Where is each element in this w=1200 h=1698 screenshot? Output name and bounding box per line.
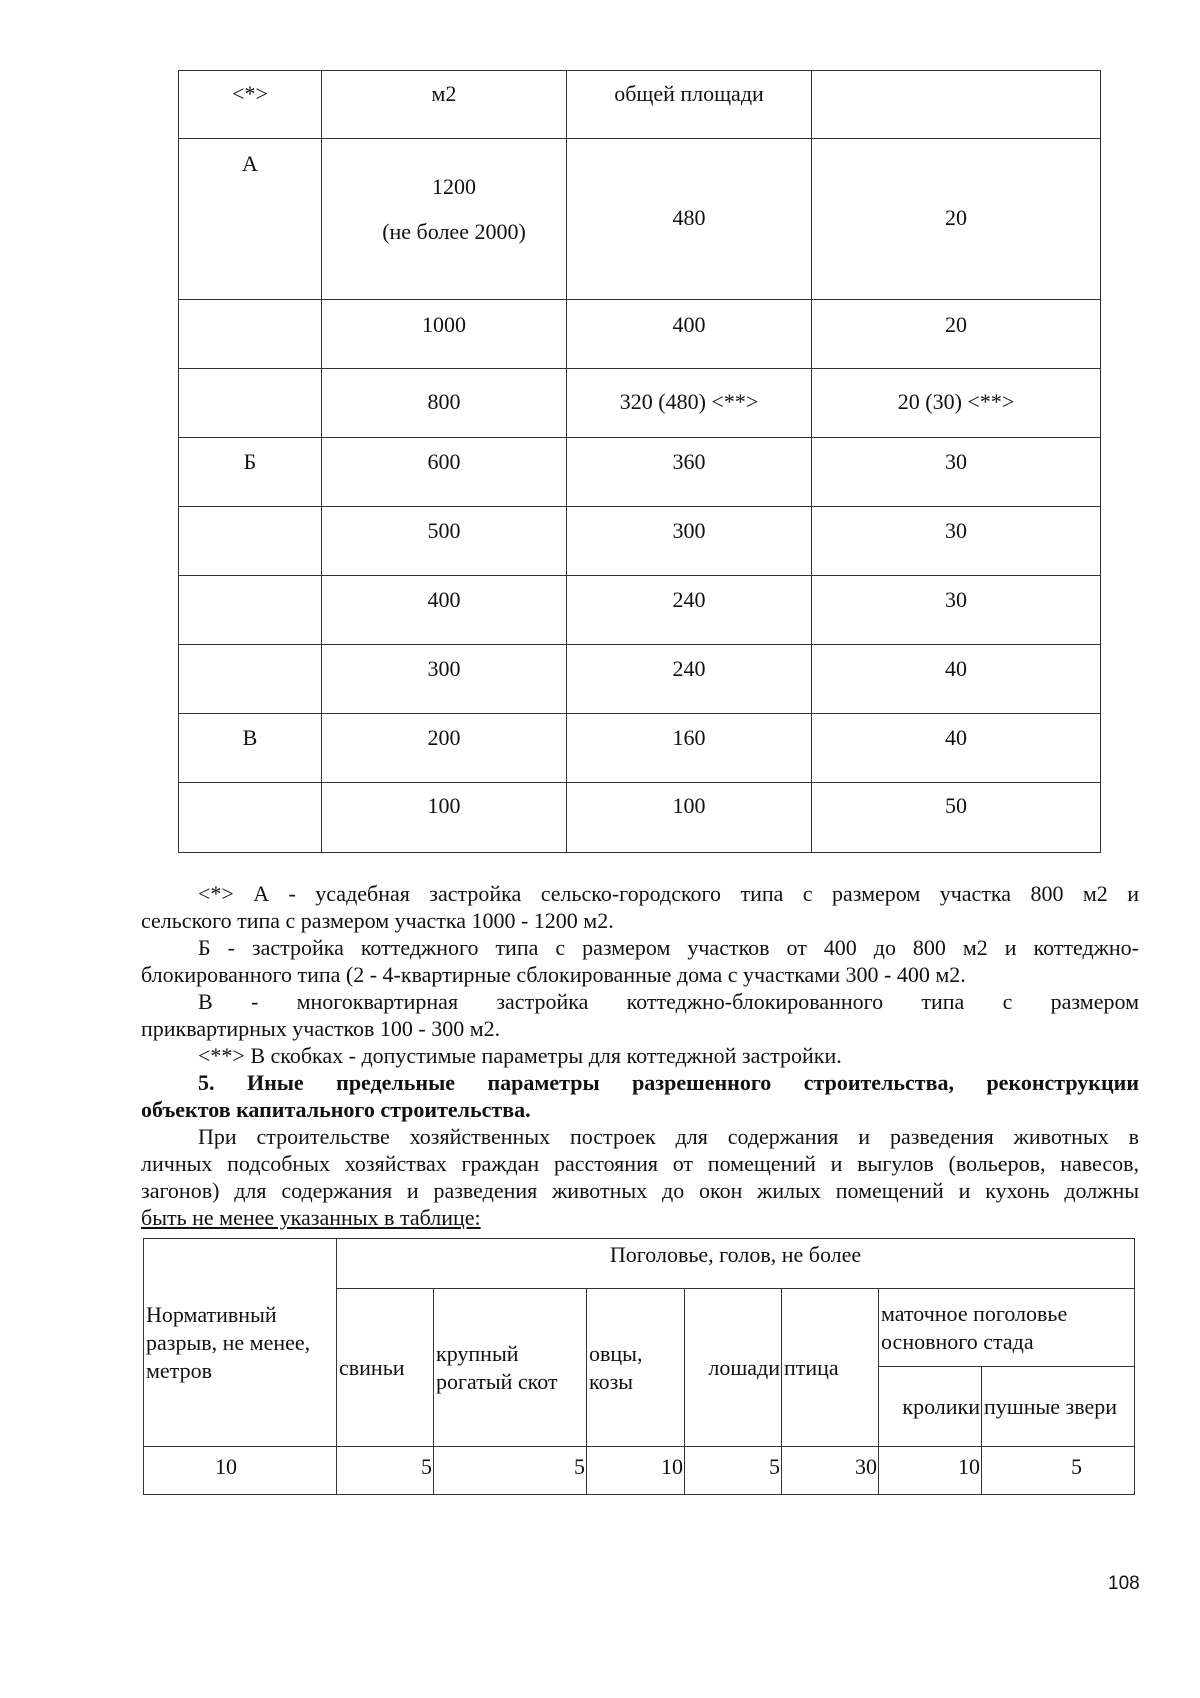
table-row: [179, 783, 1101, 853]
total-area-cell: 400: [672, 312, 706, 337]
note-b-line2: блокированного типа (2 - 4-квартирные сблокированные дома с участками 300 - 400 м2.: [141, 962, 966, 987]
table-row: [179, 369, 1101, 438]
lot-parameters-table: [178, 70, 1101, 853]
poultry-header: птица: [782, 1289, 879, 1447]
table-header-row: [144, 1239, 1135, 1289]
lot-area-cell: 100: [427, 793, 461, 818]
table-row: [144, 1447, 1135, 1495]
total-area-cell: 240: [672, 587, 706, 612]
table-row: [179, 507, 1101, 576]
fur-animals-header: пушные звери: [982, 1367, 1135, 1447]
lot-area-cell: 1000: [422, 312, 466, 337]
percent-cell: 50: [945, 793, 967, 818]
table-header-row: [179, 71, 1101, 139]
pigs-header: свиньи: [337, 1289, 434, 1447]
section-5-paragraph-line2: личных подсобных хозяйствах граждан расстояния от помещений и выгулов (вольеров, навесов,: [141, 1151, 1139, 1176]
distance-value: 10: [144, 1447, 337, 1495]
building-type-cell: В: [242, 725, 258, 750]
header-cell: м2: [431, 81, 457, 106]
livestock-group-header: Поголовье, голов, не более: [337, 1239, 1135, 1289]
total-area-cell: 360: [672, 449, 706, 474]
cattle-value: 5: [434, 1447, 587, 1495]
total-area-cell: 100: [672, 793, 706, 818]
lot-area-cell: 1200: [432, 174, 476, 199]
footnotes: [141, 880, 1139, 1231]
lot-area-limit: (не более 2000): [382, 219, 526, 244]
note-double-star: <**> В скобках - допустимые параметры для коттеджной застройки.: [198, 1043, 842, 1068]
lot-area-cell: 300: [427, 656, 461, 681]
note-c-line2: приквартирных участков 100 - 300 м2.: [141, 1016, 501, 1041]
percent-cell: 20 (30) <**>: [897, 389, 1015, 414]
total-area-cell: 240: [672, 656, 706, 681]
percent-cell: 20: [945, 205, 967, 230]
building-type-cell: Б: [243, 449, 257, 474]
horses-value: 5: [685, 1447, 782, 1495]
animal-distance-table: [143, 1238, 1135, 1495]
note-a-line1: <*> А - усадебная застройка сельско-городского типа с размером участка 800 м2 и: [198, 881, 1139, 906]
rabbits-header: кролики: [879, 1367, 982, 1447]
percent-cell: 40: [945, 656, 967, 681]
table-row: [179, 576, 1101, 645]
percent-cell: 30: [945, 587, 967, 612]
sheep-goats-value: 10: [587, 1447, 685, 1495]
page-number: 108: [1108, 1573, 1140, 1594]
norm-header-cell: Нормативный разрыв, не менее, метров: [144, 1239, 337, 1447]
table-row: [179, 645, 1101, 714]
poultry-value: 30: [782, 1447, 879, 1495]
total-area-cell: 160: [672, 725, 706, 750]
percent-cell: 40: [945, 725, 967, 750]
cattle-header: крупный рогатый скот: [434, 1289, 587, 1447]
lot-area-cell: 500: [427, 518, 461, 543]
table-row: [179, 438, 1101, 507]
fur-animals-value: 5: [982, 1447, 1135, 1495]
lot-area-cell: 800: [427, 389, 461, 414]
section-5-heading-line2: объектов капитального строительства.: [141, 1097, 531, 1122]
section-5-paragraph-line4: [141, 1204, 1139, 1231]
building-type-cell: А: [242, 151, 258, 176]
table-row: [179, 714, 1101, 783]
section-5-paragraph-line3: загонов) для содержания и разведения животных до окон жилых помещений и кухонь должны: [141, 1178, 1139, 1203]
note-c-line1: В - многоквартирная застройка коттеджно-блокированного типа с размером: [198, 989, 1139, 1014]
lot-area-cell: 600: [427, 449, 461, 474]
pigs-value: 5: [337, 1447, 434, 1495]
percent-cell: 20: [945, 312, 967, 337]
note-a-line2: сельского типа с размером участка 1000 - 1200 м2.: [141, 908, 614, 933]
total-area-cell: 480: [672, 205, 706, 230]
note-b-line1: Б - застройка коттеджного типа с размером участков от 400 до 800 м2 и коттеджно-: [198, 935, 1139, 960]
header-cell: <*>: [232, 81, 268, 106]
section-5-paragraph-line4-text: быть не менее указанных в таблице:: [141, 1205, 481, 1230]
lot-area-cell: 400: [427, 587, 461, 612]
section-5-paragraph-line1: При строительстве хозяйственных построек для содержания и разведения животных в: [198, 1124, 1139, 1149]
sheep-goats-header: овцы, козы: [587, 1289, 685, 1447]
table-row: [179, 300, 1101, 369]
total-area-cell: 300: [672, 518, 706, 543]
table-row: [179, 139, 1101, 300]
breeding-stock-header: маточное поголовье основного стада: [879, 1289, 1135, 1367]
lot-area-cell: 200: [427, 725, 461, 750]
rabbits-value: 10: [879, 1447, 982, 1495]
percent-cell: 30: [945, 518, 967, 543]
percent-cell: 30: [945, 449, 967, 474]
header-cell: общей площади: [614, 81, 764, 106]
horses-header: лошади: [685, 1289, 782, 1447]
section-5-heading-line1: 5. Иные предельные параметры разрешенного строительства, реконструкции: [198, 1070, 1139, 1095]
total-area-cell: 320 (480) <**>: [619, 389, 759, 414]
